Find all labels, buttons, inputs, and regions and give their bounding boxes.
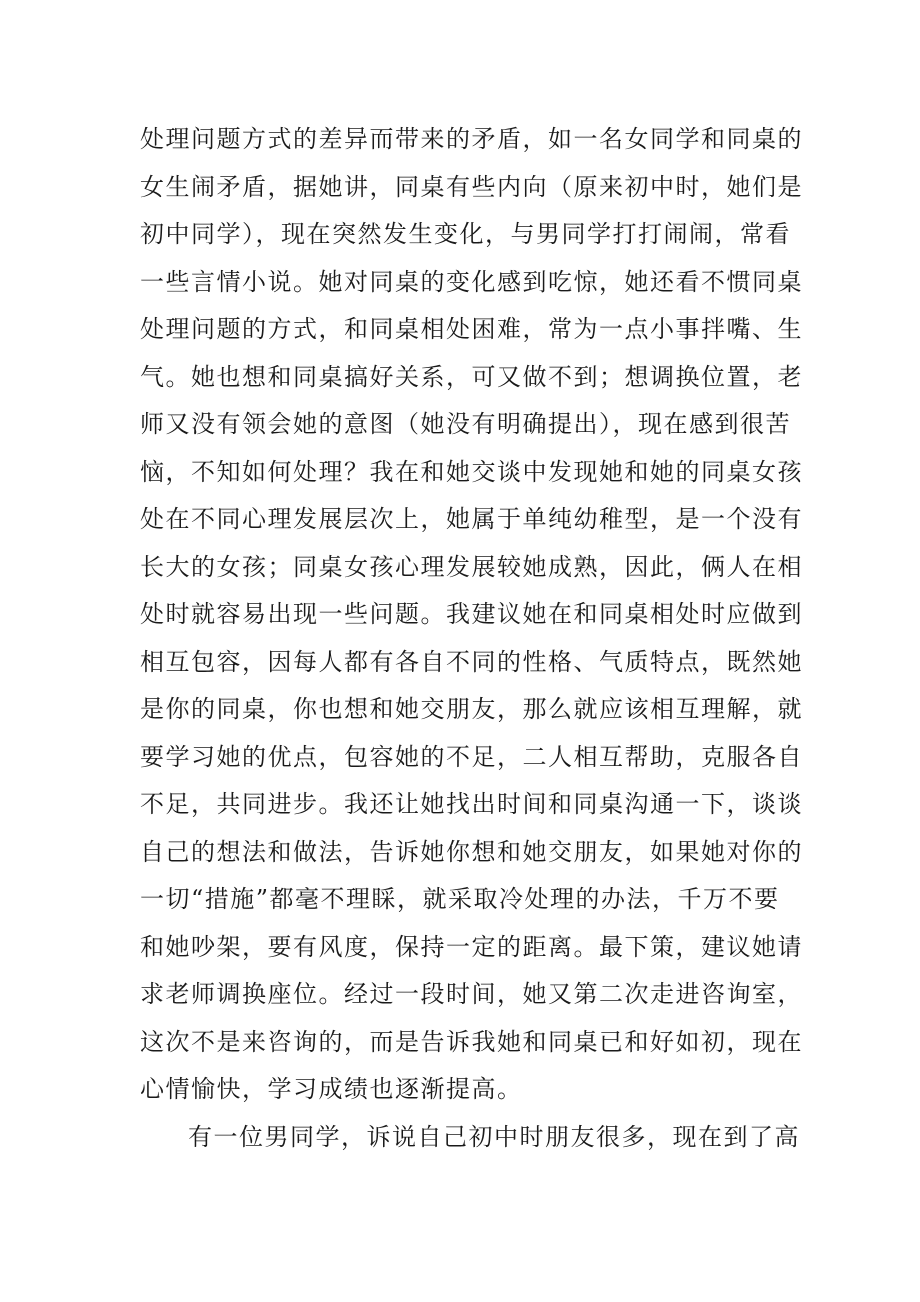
text-line: 相互包容，因每人都有各自不同的性格、气质特点，既然她	[140, 647, 803, 676]
text-line: 求老师调换座位。经过一段时间，她又第二次走进咨询室，	[140, 980, 803, 1008]
text-line: 要学习她的优点，包容她的不足，二人相互帮助，克服各自	[140, 742, 803, 771]
text-line: 处理问题方式的差异而带来的矛盾，如一名女同学和同桌的	[140, 125, 803, 153]
text-line: 气。她也想和同桌搞好关系，可又做不到；想调换位置，老	[140, 362, 803, 391]
text-line: 处在不同心理发展层次上，她属于单纯幼稚型，是一个没有	[140, 505, 803, 533]
text-line: 一些言情小说。她对同桌的变化感到吃惊，她还看不惯同桌	[140, 267, 803, 296]
text-line: 处时就容易出现一些问题。我建议她在和同桌相处时应做到	[140, 600, 803, 628]
body-text	[140, 116, 803, 1161]
text-line: 有一位男同学，诉说自己初中时朋友很多，现在到了高	[188, 1122, 800, 1151]
paragraph-2	[140, 1114, 800, 1162]
text-line: 长大的女孩；同桌女孩心理发展较她成熟，因此，俩人在相	[140, 552, 803, 581]
text-line: 是你的同桌，你也想和她交朋友，那么就应该相互理解，就	[140, 695, 803, 723]
text-line: 和她吵架，要有风度，保持一定的距离。最下策，建议她请	[140, 932, 803, 961]
text-line: 一切“措施”都毫不理睬，就采取冷处理的办法，千万不要	[140, 885, 780, 913]
text-line: 初中同学），现在突然发生变化，与男同学打打闹闹，常看	[140, 220, 791, 248]
paragraph-1	[140, 116, 803, 1114]
text-line: 女生闹矛盾，据她讲，同桌有些内向（原来初中时，她们是	[140, 172, 803, 201]
text-line: 不足，共同进步。我还让她找出时间和同桌沟通一下，谈谈	[140, 790, 803, 818]
text-line: 恼，不知如何处理？我在和她交谈中发现她和她的同桌女孩	[140, 457, 803, 486]
text-line: 这次不是来咨询的，而是告诉我她和同桌已和好如初，现在	[140, 1027, 803, 1056]
text-line: 心情愉快，学习成绩也逐渐提高。	[140, 1075, 523, 1103]
text-line: 师又没有领会她的意图（她没有明确提出），现在感到很苦	[140, 410, 791, 438]
text-line: 自己的想法和做法，告诉她你想和她交朋友，如果她对你的	[140, 837, 803, 866]
text-line: 处理问题的方式，和同桌相处困难，常为一点小事拌嘴、生	[140, 315, 803, 343]
